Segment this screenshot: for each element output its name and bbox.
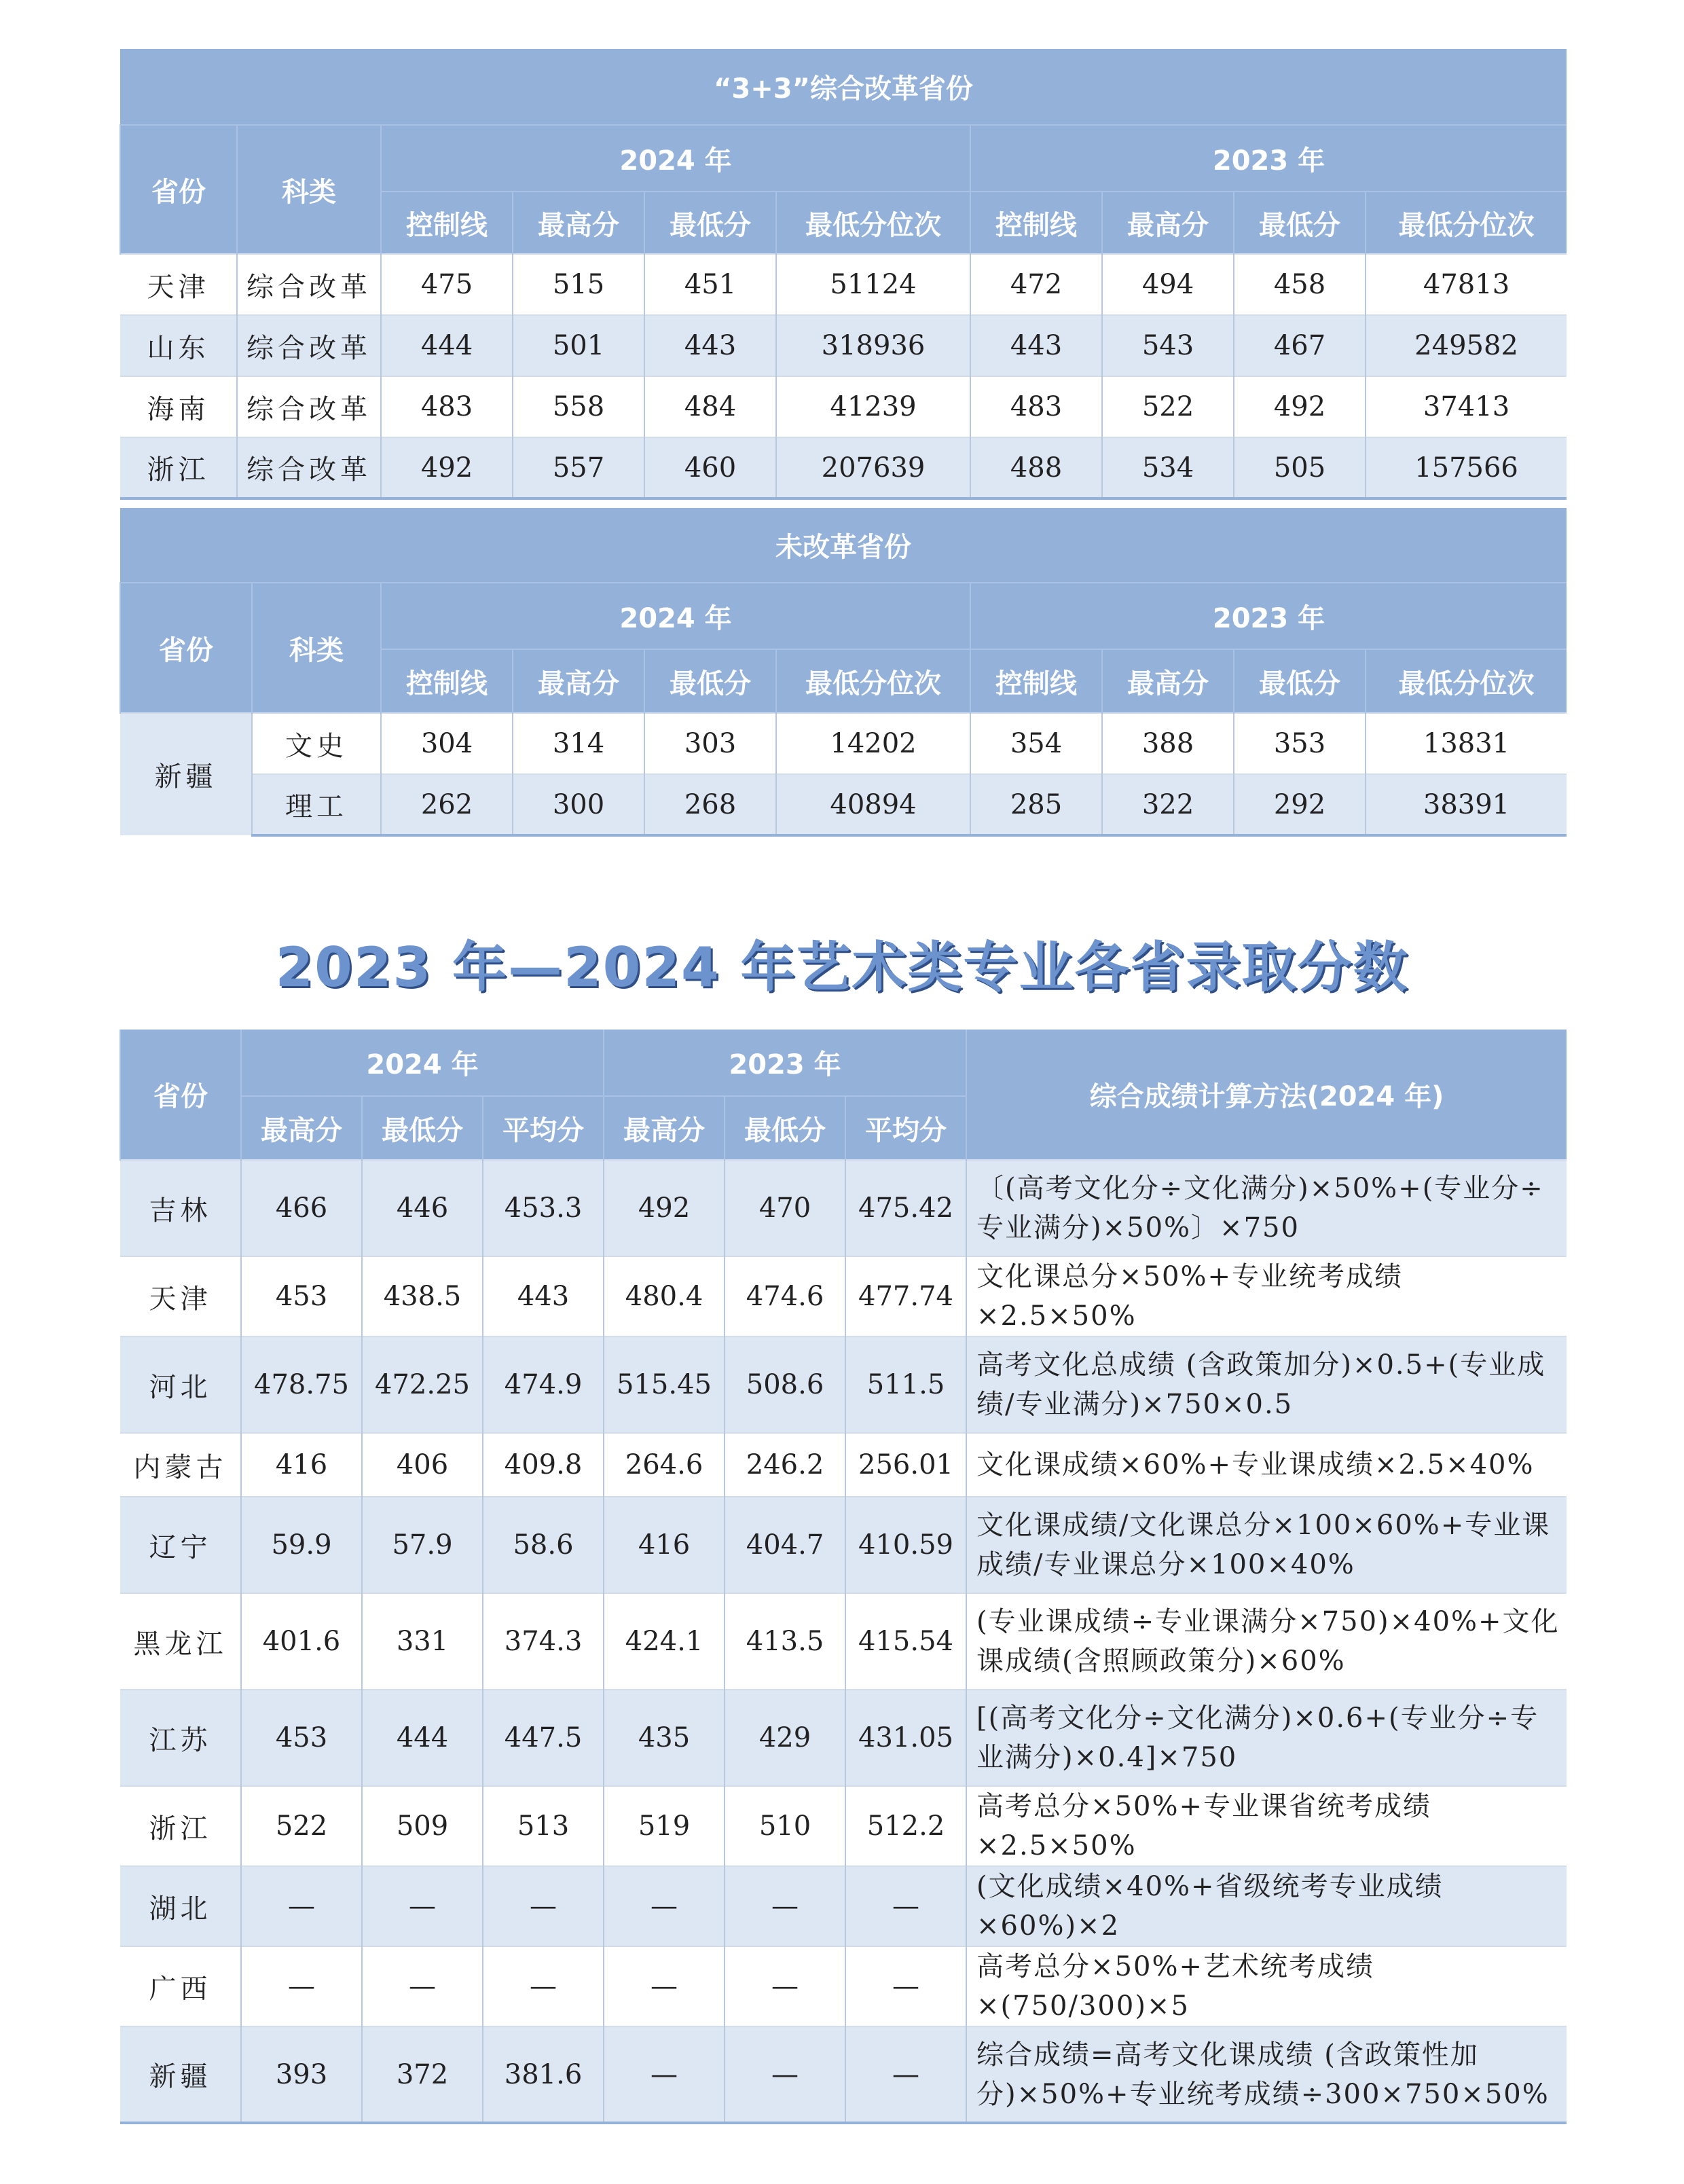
value-cell: 300 (513, 774, 644, 835)
value-cell: 484 (644, 376, 776, 437)
value-cell: 435 (604, 1690, 725, 1786)
value-cell: 515 (513, 254, 644, 315)
value-cell: 424.1 (604, 1593, 725, 1690)
value-cell: 416 (241, 1433, 362, 1497)
value-cell: — (362, 1946, 483, 2026)
province-cell: 内蒙古 (120, 1433, 241, 1497)
value-cell: 443 (970, 315, 1102, 376)
method-cell: [(高考文化分÷文化满分)×0.6+(专业分÷专业满分)×0.4]×750 (966, 1690, 1567, 1786)
province-cell: 浙江 (120, 437, 237, 498)
province-cell: 吉林 (120, 1160, 241, 1256)
table-row (120, 1336, 1567, 1433)
value-cell: 522 (241, 1786, 362, 1866)
table-row (120, 1593, 1567, 1690)
value-cell: 519 (604, 1786, 725, 1866)
value-cell: 474.6 (725, 1256, 845, 1336)
year-2024-header: 2024 年 (381, 583, 970, 649)
category-cell: 综合改革 (237, 254, 381, 315)
sub-header: 控制线 (381, 649, 513, 713)
province-cell: 河北 (120, 1336, 241, 1433)
sub-header: 最低分位次 (776, 649, 970, 713)
value-cell: 413.5 (725, 1593, 845, 1690)
table-row (120, 1946, 1567, 2026)
year-2023-header: 2023 年 (970, 125, 1567, 192)
value-cell: — (241, 1866, 362, 1946)
col-category-header: 科类 (237, 125, 381, 254)
non-reform-province-table (120, 508, 1567, 837)
sub-header: 最低分 (1234, 649, 1366, 713)
reform-province-table (120, 49, 1567, 500)
value-cell: 246.2 (725, 1433, 845, 1497)
value-cell: 460 (644, 437, 776, 498)
value-cell: 453.3 (483, 1160, 604, 1256)
value-cell: 393 (241, 2026, 362, 2123)
value-cell: 416 (604, 1497, 725, 1593)
method-cell: 文化课成绩/文化课总分×100×60%+专业课成绩/专业课总分×100×40% (966, 1497, 1567, 1593)
table-row (120, 713, 1567, 774)
table-row (120, 774, 1567, 835)
value-cell: 14202 (776, 713, 970, 774)
value-cell: 41239 (776, 376, 970, 437)
method-cell: 高考总分×50%+专业课省统考成绩×2.5×50% (966, 1786, 1567, 1866)
value-cell: — (845, 1946, 966, 2026)
sub-header: 最低分位次 (1366, 649, 1567, 713)
value-cell: 557 (513, 437, 644, 498)
value-cell: 483 (970, 376, 1102, 437)
table-row (120, 254, 1567, 315)
sub-header: 最高分 (1102, 192, 1234, 254)
value-cell: 492 (381, 437, 513, 498)
section-title: 2023 年—2024 年艺术类专业各省录取分数 (275, 936, 1409, 999)
value-cell: 40894 (776, 774, 970, 835)
value-cell: 409.8 (483, 1433, 604, 1497)
value-cell: 47813 (1366, 254, 1567, 315)
method-cell: 文化课成绩×60%+专业课成绩×2.5×40% (966, 1433, 1567, 1497)
value-cell: 443 (644, 315, 776, 376)
sub-header: 最低分 (644, 649, 776, 713)
value-cell: 477.74 (845, 1256, 966, 1336)
value-cell: 511.5 (845, 1336, 966, 1433)
value-cell: 314 (513, 713, 644, 774)
sub-header: 最高分 (513, 192, 644, 254)
value-cell: 388 (1102, 713, 1234, 774)
col-province-header: 省份 (120, 1030, 241, 1160)
value-cell: 58.6 (483, 1497, 604, 1593)
value-cell: 381.6 (483, 2026, 604, 2123)
sub-header: 最低分 (725, 1096, 845, 1160)
province-cell: 广西 (120, 1946, 241, 2026)
value-cell: — (725, 1946, 845, 2026)
method-cell: (文化成绩×40%+省级统考专业成绩×60%)×2 (966, 1866, 1567, 1946)
value-cell: 513 (483, 1786, 604, 1866)
value-cell: 354 (970, 713, 1102, 774)
value-cell: 444 (362, 1690, 483, 1786)
table-row (120, 1256, 1567, 1336)
value-cell: 474.9 (483, 1336, 604, 1433)
value-cell: 475 (381, 254, 513, 315)
value-cell: 438.5 (362, 1256, 483, 1336)
value-cell: 467 (1234, 315, 1366, 376)
value-cell: 256.01 (845, 1433, 966, 1497)
method-cell: 高考总分×50%+艺术统考成绩×(750/300)×5 (966, 1946, 1567, 2026)
value-cell: 401.6 (241, 1593, 362, 1690)
value-cell: 262 (381, 774, 513, 835)
value-cell: 522 (1102, 376, 1234, 437)
province-cell: 新疆 (120, 713, 252, 835)
table-row (120, 1160, 1567, 1256)
table-row (120, 2026, 1567, 2123)
year-2024-header: 2024 年 (381, 125, 970, 192)
value-cell: 480.4 (604, 1256, 725, 1336)
sub-header: 控制线 (970, 192, 1102, 254)
year-2023-header: 2023 年 (604, 1030, 966, 1096)
province-cell: 辽宁 (120, 1497, 241, 1593)
value-cell: 543 (1102, 315, 1234, 376)
value-cell: 57.9 (362, 1497, 483, 1593)
value-cell: 353 (1234, 713, 1366, 774)
value-cell: 13831 (1366, 713, 1567, 774)
value-cell: 470 (725, 1160, 845, 1256)
province-cell: 山东 (120, 315, 237, 376)
table-row (120, 437, 1567, 498)
value-cell: — (362, 1866, 483, 1946)
value-cell: 264.6 (604, 1433, 725, 1497)
sub-header: 最低分 (1234, 192, 1366, 254)
value-cell: 492 (604, 1160, 725, 1256)
province-cell: 海南 (120, 376, 237, 437)
value-cell: 249582 (1366, 315, 1567, 376)
table-row (120, 376, 1567, 437)
value-cell: 534 (1102, 437, 1234, 498)
col-province-header: 省份 (120, 125, 237, 254)
value-cell: 488 (970, 437, 1102, 498)
sub-header: 最高分 (513, 649, 644, 713)
category-cell: 综合改革 (237, 376, 381, 437)
value-cell: — (725, 1866, 845, 1946)
province-cell: 天津 (120, 254, 237, 315)
value-cell: 372 (362, 2026, 483, 2123)
sub-header: 控制线 (381, 192, 513, 254)
sub-header: 平均分 (483, 1096, 604, 1160)
category-cell: 综合改革 (237, 315, 381, 376)
value-cell: — (604, 1866, 725, 1946)
method-cell: 文化课总分×50%+专业统考成绩×2.5×50% (966, 1256, 1567, 1336)
sub-header: 最低分位次 (1366, 192, 1567, 254)
value-cell: — (725, 2026, 845, 2123)
value-cell: 483 (381, 376, 513, 437)
value-cell: 207639 (776, 437, 970, 498)
category-cell: 理工 (252, 774, 381, 835)
table-title: “3+3”综合改革省份 (120, 49, 1567, 125)
value-cell: 431.05 (845, 1690, 966, 1786)
category-cell: 文史 (252, 713, 381, 774)
value-cell: 447.5 (483, 1690, 604, 1786)
value-cell: 472 (970, 254, 1102, 315)
value-cell: 331 (362, 1593, 483, 1690)
value-cell: 451 (644, 254, 776, 315)
sub-header: 最高分 (1102, 649, 1234, 713)
value-cell: 492 (1234, 376, 1366, 437)
value-cell: 509 (362, 1786, 483, 1866)
value-cell: 322 (1102, 774, 1234, 835)
table-row (120, 1497, 1567, 1593)
value-cell: 458 (1234, 254, 1366, 315)
value-cell: 558 (513, 376, 644, 437)
value-cell: — (483, 1946, 604, 2026)
value-cell: 494 (1102, 254, 1234, 315)
province-cell: 湖北 (120, 1866, 241, 1946)
value-cell: — (845, 1866, 966, 1946)
value-cell: 410.59 (845, 1497, 966, 1593)
value-cell: 38391 (1366, 774, 1567, 835)
sub-header: 最低分位次 (776, 192, 970, 254)
table-row (120, 315, 1567, 376)
province-cell: 天津 (120, 1256, 241, 1336)
category-cell: 综合改革 (237, 437, 381, 498)
value-cell: 415.54 (845, 1593, 966, 1690)
sub-header: 控制线 (970, 649, 1102, 713)
value-cell: 429 (725, 1690, 845, 1786)
col-category-header: 科类 (252, 583, 381, 713)
table-title: 未改革省份 (120, 508, 1567, 583)
value-cell: 508.6 (725, 1336, 845, 1433)
col-province-header: 省份 (120, 583, 252, 713)
value-cell: — (241, 1946, 362, 2026)
value-cell: 472.25 (362, 1336, 483, 1433)
value-cell: 157566 (1366, 437, 1567, 498)
value-cell: 268 (644, 774, 776, 835)
value-cell: 318936 (776, 315, 970, 376)
value-cell: 512.2 (845, 1786, 966, 1866)
year-2023-header: 2023 年 (970, 583, 1567, 649)
province-cell: 江苏 (120, 1690, 241, 1786)
value-cell: 515.45 (604, 1336, 725, 1433)
value-cell: — (845, 2026, 966, 2123)
sub-header: 最低分 (362, 1096, 483, 1160)
sub-header: 最低分 (644, 192, 776, 254)
year-2024-header: 2024 年 (241, 1030, 604, 1096)
value-cell: 510 (725, 1786, 845, 1866)
value-cell: 453 (241, 1256, 362, 1336)
value-cell: 406 (362, 1433, 483, 1497)
method-cell: 高考文化总成绩 (含政策加分)×0.5+(专业成绩/专业满分)×750×0.5 (966, 1336, 1567, 1433)
method-cell: 综合成绩=高考文化课成绩 (含政策性加分)×50%+专业统考成绩÷300×750×50% (966, 2026, 1567, 2123)
sub-header: 平均分 (845, 1096, 966, 1160)
value-cell: 466 (241, 1160, 362, 1256)
value-cell: 304 (381, 713, 513, 774)
table-row (120, 1433, 1567, 1497)
sub-header: 最高分 (604, 1096, 725, 1160)
value-cell: 446 (362, 1160, 483, 1256)
table-row (120, 1866, 1567, 1946)
value-cell: 37413 (1366, 376, 1567, 437)
value-cell: — (483, 1866, 604, 1946)
value-cell: 443 (483, 1256, 604, 1336)
value-cell: 404.7 (725, 1497, 845, 1593)
value-cell: 478.75 (241, 1336, 362, 1433)
value-cell: 51124 (776, 254, 970, 315)
value-cell: 475.42 (845, 1160, 966, 1256)
table-row (120, 1690, 1567, 1786)
value-cell: 505 (1234, 437, 1366, 498)
province-cell: 黑龙江 (120, 1593, 241, 1690)
col-method-header: 综合成绩计算方法(2024 年) (966, 1030, 1567, 1160)
value-cell: — (604, 1946, 725, 2026)
province-cell: 新疆 (120, 2026, 241, 2123)
method-cell: 〔(高考文化分÷文化满分)×50%+(专业分÷专业满分)×50%〕×750 (966, 1160, 1567, 1256)
table-row (120, 1786, 1567, 1866)
value-cell: 444 (381, 315, 513, 376)
value-cell: 285 (970, 774, 1102, 835)
value-cell: 501 (513, 315, 644, 376)
value-cell: 303 (644, 713, 776, 774)
value-cell: — (604, 2026, 725, 2123)
value-cell: 59.9 (241, 1497, 362, 1593)
sub-header: 最高分 (241, 1096, 362, 1160)
art-admission-table (120, 1030, 1567, 2124)
province-cell: 浙江 (120, 1786, 241, 1866)
value-cell: 453 (241, 1690, 362, 1786)
value-cell: 374.3 (483, 1593, 604, 1690)
method-cell: (专业课成绩÷专业课满分×750)×40%+文化课成绩(含照顾政策分)×60% (966, 1593, 1567, 1690)
value-cell: 292 (1234, 774, 1366, 835)
